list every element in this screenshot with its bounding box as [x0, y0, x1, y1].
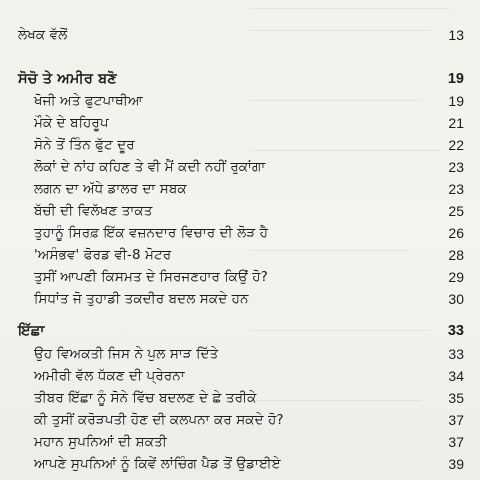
toc-entry-page: 30	[448, 291, 464, 307]
toc-entry	[34, 113, 464, 133]
toc-section-heading	[18, 321, 464, 341]
toc-entry-title: ਤੀਬਰ ਇੱਛਾ ਨੂੰ ਸੋਨੇ ਵਿੱਚ ਬਦਲਣ ਦੇ ਛੇ ਤਰੀਕੇ	[34, 390, 257, 406]
toc-entry-title: ਲੇਖਕ ਵੱਲੋਂ	[18, 27, 68, 43]
toc-entry-page: 37	[448, 434, 464, 450]
toc-entry-title: ਤੁਸੀਂ ਆਪਣੀ ਕਿਸਮਤ ਦੇ ਸਿਰਜਣਹਾਰ ਕਿਉਂ ਹੋ?	[34, 269, 268, 285]
toc-entry-page: 23	[448, 159, 464, 175]
toc-entry	[34, 245, 464, 265]
toc-entry	[34, 179, 464, 199]
toc-entry	[34, 223, 464, 243]
toc-entry	[34, 410, 464, 430]
toc-entry-page: 33	[448, 346, 464, 362]
toc-entry-page: 34	[448, 368, 464, 384]
toc-entry	[34, 344, 464, 364]
toc-entry-page: 19	[448, 93, 464, 109]
toc-heading-page: 19	[447, 71, 464, 87]
toc-entry	[34, 267, 464, 287]
toc-entry-page: 23	[448, 181, 464, 197]
toc-entry-page: 21	[448, 115, 464, 131]
toc-entry	[34, 91, 464, 111]
toc-entry-title: ਸੋਨੇ ਤੋਂ ਤਿੰਨ ਫੁੱਟ ਦੂਰ	[34, 137, 135, 153]
toc-heading-title: ਇੱਛਾ	[18, 323, 45, 339]
toc-entry	[34, 157, 464, 177]
toc-entry	[34, 366, 464, 386]
toc-entry-title: ਮੌਕੇ ਦੇ ਬਹਿਰੂਪ	[34, 115, 109, 131]
toc-entry-page: 39	[448, 456, 464, 472]
toc-entry-title: ਉਹ ਵਿਅਕਤੀ ਜਿਸ ਨੇ ਪੁਲ ਸਾੜ ਦਿੱਤੇ	[34, 346, 219, 362]
toc-entry-title: 'ਅਸੰਭਵ' ਫੋਰਡ ਵੀ-8 ਮੋਟਰ	[34, 247, 172, 263]
toc-entry-page: 28	[448, 247, 464, 263]
toc-entry-page: 29	[448, 269, 464, 285]
toc-entry-page: 25	[448, 203, 464, 219]
toc-entry-title: ਲਗਨ ਦਾ ਅੱਧੇ ਡਾਲਰ ਦਾ ਸਬਕ	[34, 181, 187, 197]
toc-entry-title: ਬੱਚੀ ਦੀ ਵਿਲੱਖਣ ਤਾਕਤ	[34, 203, 153, 219]
toc-entry-title: ਕੀ ਤੁਸੀਂ ਕਰੋੜਪਤੀ ਹੋਣ ਦੀ ਕਲਪਨਾ ਕਰ ਸਕਦੇ ਹੋ?	[34, 412, 284, 428]
toc-entry-page: 26	[448, 225, 464, 241]
toc-entry-page: 13	[448, 27, 464, 43]
toc-entry-page: 35	[448, 390, 464, 406]
toc-entry-title: ਸਿਧਾਂਤ ਜੋ ਤੁਹਾਡੀ ਤਕਦੀਰ ਬਦਲ ਸਕਦੇ ਹਨ	[34, 291, 249, 307]
toc-heading-title: ਸੋਚੋ ਤੇ ਅਮੀਰ ਬਣੋ	[18, 71, 117, 87]
toc-entry	[34, 201, 464, 221]
toc-entry-title: ਲੋਕਾਂ ਦੇ ਨਾਂਹ ਕਹਿਣ ਤੇ ਵੀ ਮੈਂ ਕਦੀ ਨਹੀਂ ਰੁਕਾਂਗਾ	[34, 159, 266, 175]
toc-entry-title: ਤੁਹਾਨੂੰ ਸਿਰਫ਼ ਇੱਕ ਵਜ਼ਨਦਾਰ ਵਿਚਾਰ ਦੀ ਲੋੜ ਹੈ	[34, 225, 269, 241]
toc-entry	[34, 432, 464, 452]
toc-heading-page: 33	[447, 323, 464, 339]
toc-entry	[34, 454, 464, 474]
toc-entry-title: ਆਪਣੇ ਸੁਪਨਿਆਂ ਨੂੰ ਕਿਵੇਂ ਲਾਂਚਿੰਗ ਪੈਡ ਤੋਂ ਉਡਾਈਏ	[34, 456, 281, 472]
toc-entry-preface	[18, 25, 464, 45]
toc-entry	[34, 388, 464, 408]
toc-entry-page: 22	[448, 137, 464, 153]
toc-entry-title: ਅਮੀਰੀ ਵੱਲ ਧੱਕਣ ਦੀ ਪ੍ਰੇਰਨਾ	[34, 368, 185, 384]
toc-entry	[34, 289, 464, 309]
toc-section-heading	[18, 69, 464, 89]
toc-entry-title: ਖੋਜੀ ਅਤੇ ਫੁਟਪਾਥੀਆ	[34, 93, 143, 109]
toc-entry	[34, 135, 464, 155]
toc-entry-title: ਮਹਾਨ ਸੁਪਨਿਆਂ ਦੀ ਸ਼ਕਤੀ	[34, 434, 167, 450]
toc-entry-page: 37	[448, 412, 464, 428]
